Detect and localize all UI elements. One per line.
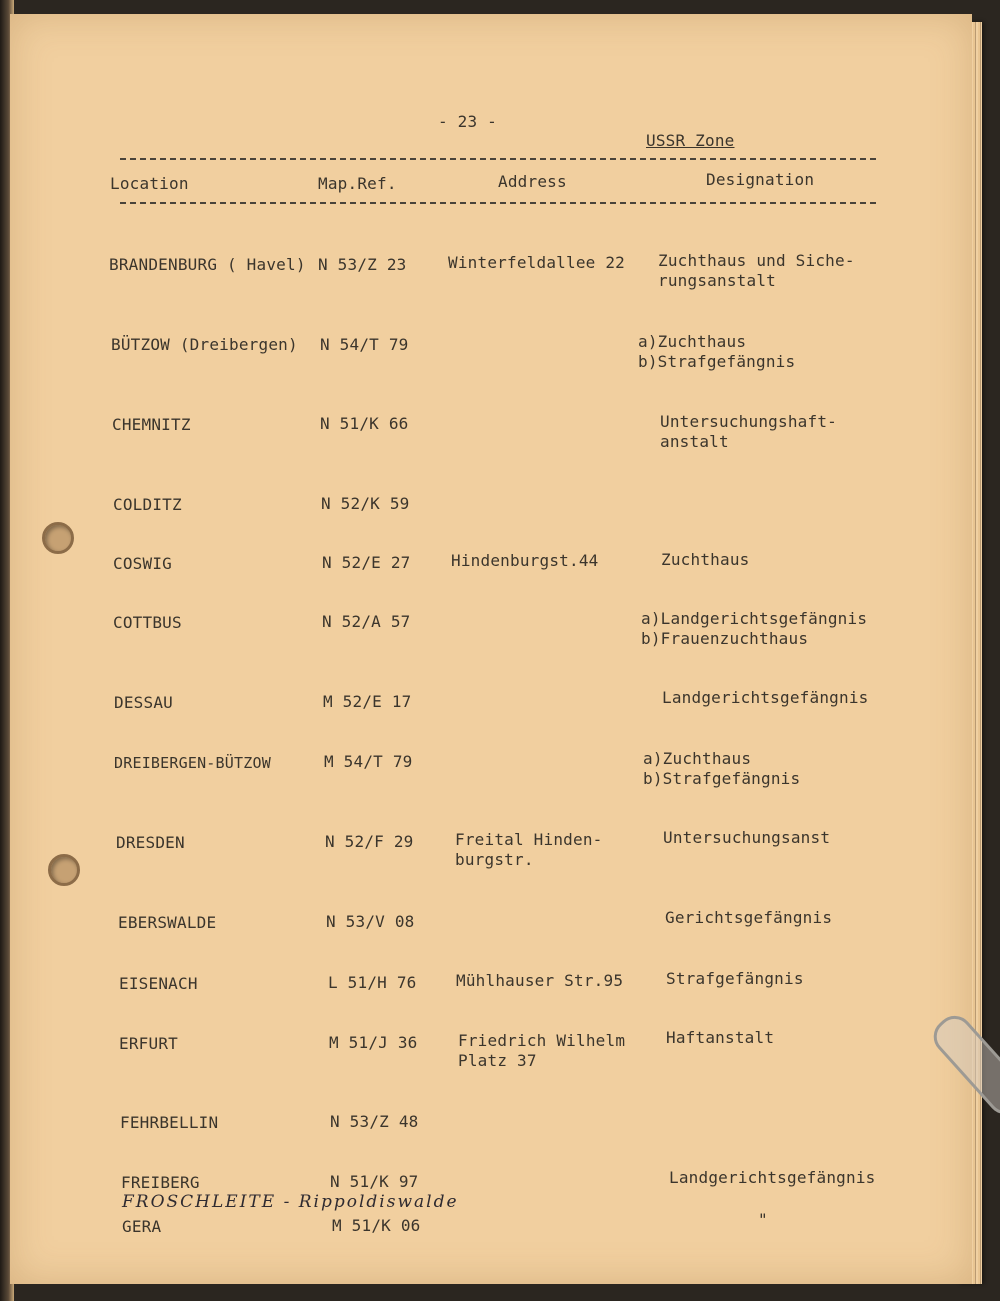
row-designation: Haftanstalt — [666, 1028, 775, 1047]
row-location: GERA — [122, 1217, 162, 1236]
row-mapref: N 53/V 08 — [326, 912, 415, 931]
row-mapref: N 52/F 29 — [325, 832, 414, 851]
column-header-location: Location — [110, 174, 189, 193]
row-designation: Untersuchungsanst — [663, 828, 831, 847]
row-location: FREIBERG — [121, 1173, 200, 1192]
row-mapref: M 54/T 79 — [324, 752, 413, 771]
row-location: DREIBERGEN-BÜTZOW — [114, 754, 271, 772]
row-designation: a)Zuchthaus — [638, 332, 747, 351]
row-location: EBERSWALDE — [118, 913, 217, 932]
page-number: - 23 - — [438, 112, 497, 131]
row-location: DESSAU — [114, 693, 173, 712]
column-header-designation: Designation — [706, 170, 815, 189]
row-designation: Landgerichtsgefängnis — [669, 1168, 876, 1187]
row-designation: b)Strafgefängnis — [643, 769, 801, 788]
punch-hole-top — [42, 522, 74, 554]
row-designation: Gerichtsgefängnis — [665, 908, 833, 927]
row-location: BÜTZOW (Dreibergen) — [111, 335, 298, 354]
row-address: burgstr. — [455, 850, 534, 869]
row-address: Mühlhauser Str.95 — [456, 971, 624, 990]
row-location: ERFURT — [119, 1034, 178, 1053]
row-designation: " — [758, 1210, 768, 1229]
row-designation: anstalt — [660, 432, 729, 451]
row-mapref: N 54/T 79 — [320, 335, 409, 354]
row-designation: a)Zuchthaus — [643, 749, 752, 768]
row-mapref: L 51/H 76 — [328, 973, 417, 992]
row-mapref: N 52/A 57 — [322, 612, 411, 631]
row-mapref: N 52/K 59 — [321, 494, 410, 513]
row-mapref: N 52/E 27 — [322, 553, 411, 572]
row-location: EISENACH — [119, 974, 198, 993]
header-rule-bottom — [120, 202, 876, 204]
row-designation: Untersuchungshaft- — [660, 412, 837, 431]
column-header-mapref: Map.Ref. — [318, 174, 397, 193]
row-designation: b)Frauenzuchthaus — [641, 629, 809, 648]
row-designation: Zuchthaus — [661, 550, 750, 569]
row-mapref: M 51/K 06 — [332, 1216, 421, 1235]
row-address: Friedrich Wilhelm — [458, 1031, 626, 1050]
row-address: Winterfeldallee 22 — [448, 253, 625, 272]
row-address: Platz 37 — [458, 1051, 537, 1070]
handwritten-note: FROSCHLEITE - Rippoldiswalde — [122, 1192, 459, 1212]
row-location: CHEMNITZ — [112, 415, 191, 434]
row-location: COSWIG — [113, 554, 172, 573]
punch-hole-bottom — [48, 854, 80, 886]
row-mapref: M 51/J 36 — [329, 1033, 418, 1052]
row-location: COLDITZ — [113, 495, 182, 514]
row-location: BRANDENBURG ( Havel) — [109, 255, 306, 274]
row-address: Freital Hinden- — [455, 830, 603, 849]
header-rule-top — [120, 158, 876, 160]
row-address: Hindenburgst.44 — [451, 551, 599, 570]
row-mapref: M 52/E 17 — [323, 692, 412, 711]
row-location: DRESDEN — [116, 833, 185, 852]
row-designation: Landgerichtsgefängnis — [662, 688, 869, 707]
row-mapref: N 51/K 66 — [320, 414, 409, 433]
row-mapref: N 53/Z 48 — [330, 1112, 419, 1131]
row-designation: Zuchthaus und Siche- — [658, 251, 855, 270]
row-designation: b)Strafgefängnis — [638, 352, 796, 371]
row-designation: rungsanstalt — [658, 271, 776, 290]
zone-heading: USSR Zone — [646, 131, 735, 150]
row-mapref: N 51/K 97 — [330, 1172, 419, 1191]
row-mapref: N 53/Z 23 — [318, 255, 407, 274]
column-header-address: Address — [498, 172, 567, 191]
row-location: FEHRBELLIN — [120, 1113, 219, 1132]
row-designation: a)Landgerichtsgefängnis — [641, 609, 868, 628]
document-page — [10, 14, 972, 1284]
row-location: COTTBUS — [113, 613, 182, 632]
row-designation: Strafgefängnis — [666, 969, 804, 988]
